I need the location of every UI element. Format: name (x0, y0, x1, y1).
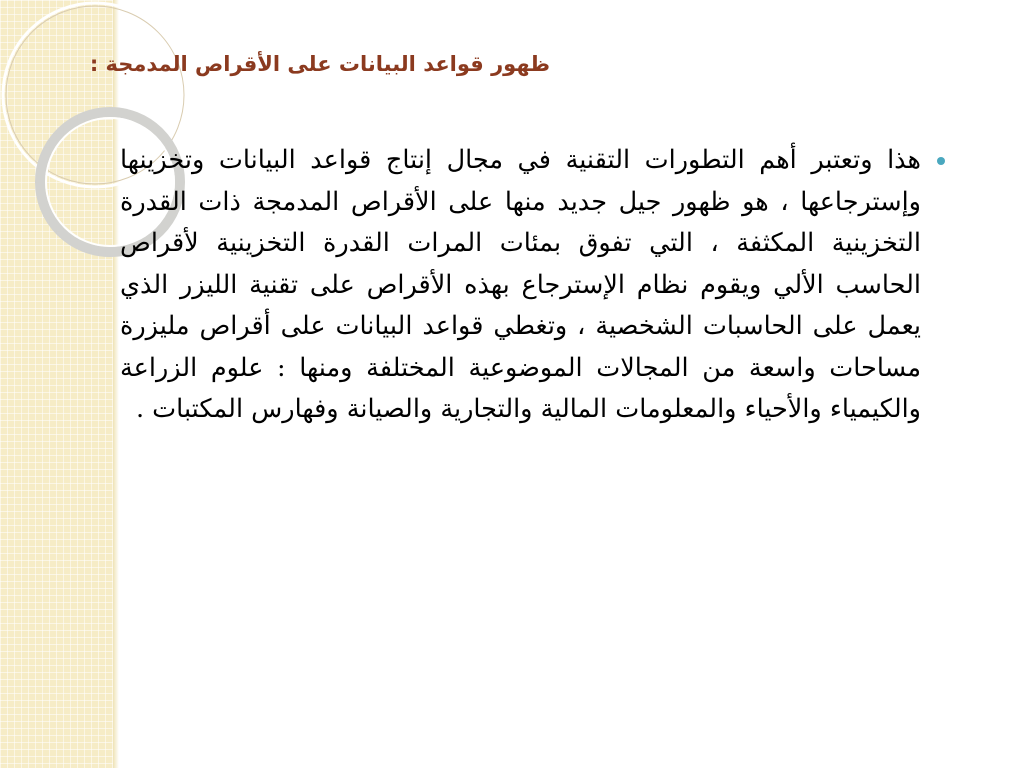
slide-title: ظهور قواعد البيانات على الأقراص المدمجة : (89, 52, 550, 76)
bullet-dot-icon (937, 157, 945, 165)
bullet-item (120, 140, 935, 431)
bullet-text: هذا وتعتبر أهم التطورات التقنية في مجال إنتاج قواعد البيانات وتخزينها وإسترجاعها ، هو ظهور جيل جديد منها على الأقراص المدمجة ذات القدرة التخزينية المكثفة ، التي تفوق بمئات المرات القدرة التخزينية لأقراص الحاسب الألي ويقوم نظام الإسترجاع بهذه الأقراص على تقنية الليزر الذي يعمل على الحاسبات الشخصية ، وتغطي قواعد البيانات على أقراص مليزرة مساحات واسعة من المجالات الموضوعية المختلفة ومنها : علوم الزراعة والكيمياء والأحياء والمعلومات المالية والتجارية والصيانة وفهارس المكتبات . (120, 145, 921, 424)
slide-content (120, 140, 935, 431)
